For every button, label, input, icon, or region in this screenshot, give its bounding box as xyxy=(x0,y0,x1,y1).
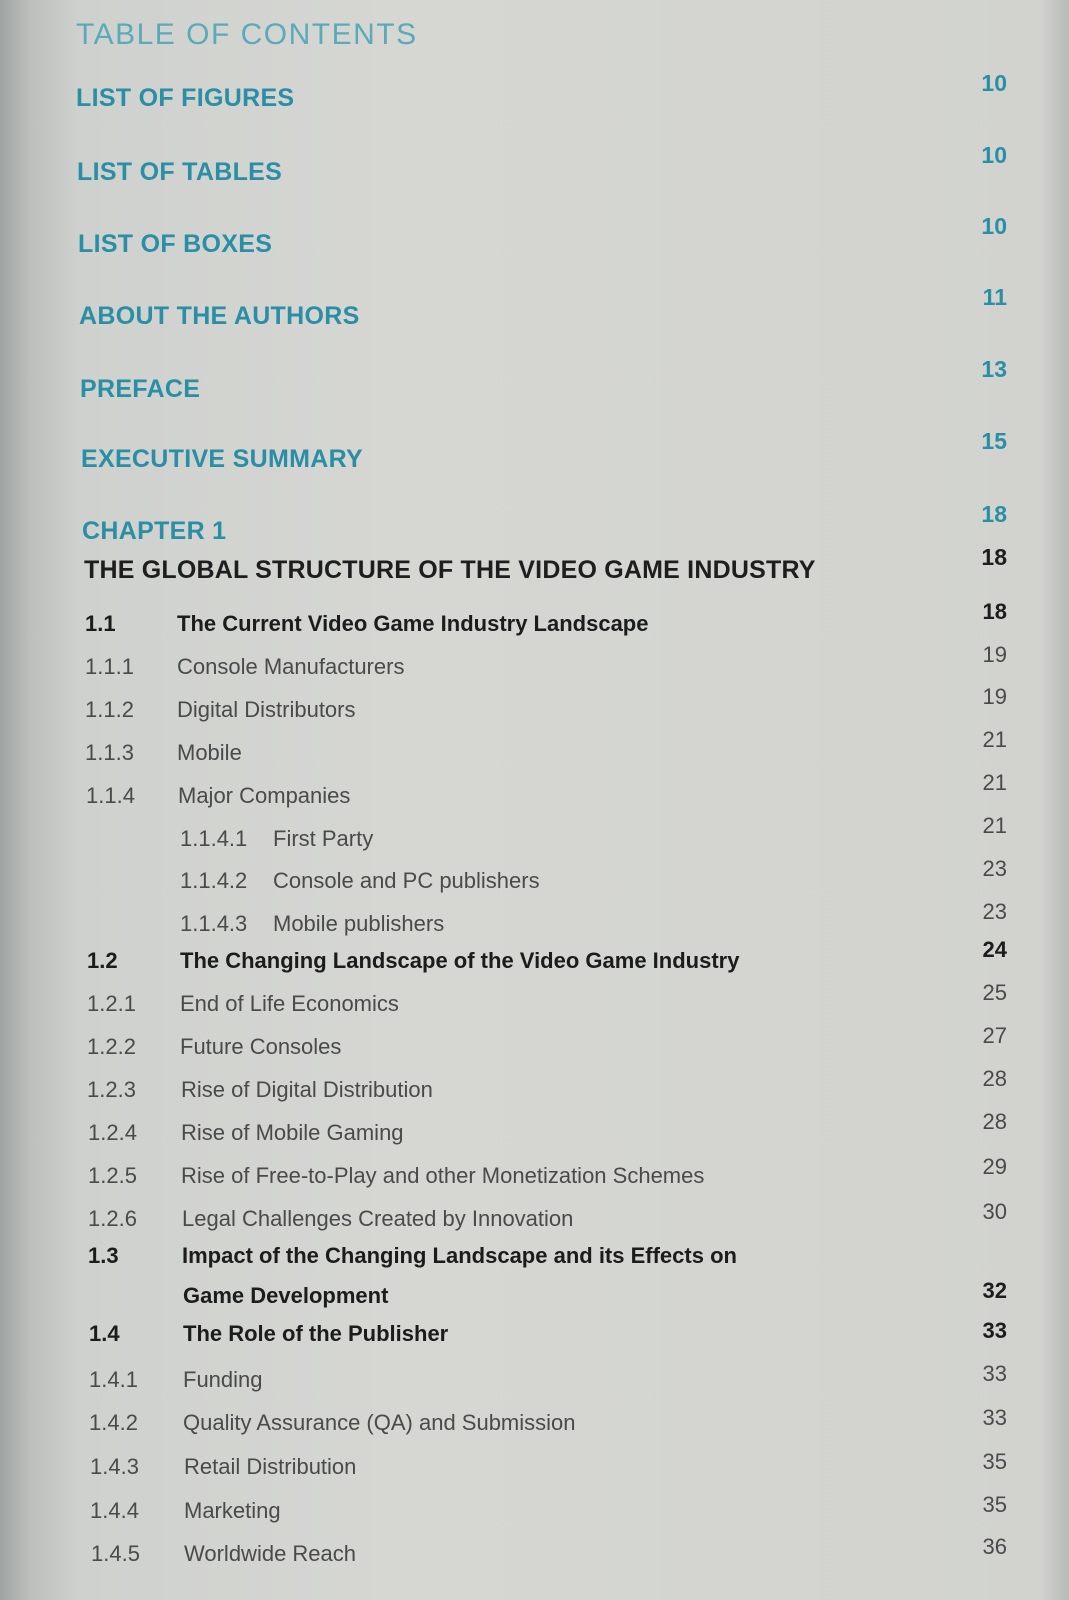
entry-page: 29 xyxy=(982,1154,1007,1179)
entry-title: End of Life Economics xyxy=(180,991,399,1016)
entry-page: 19 xyxy=(982,684,1007,709)
entry-page: 21 xyxy=(982,770,1007,795)
entry-title: Rise of Free-to-Play and other Monetization Schemes xyxy=(181,1163,705,1188)
entry-title: Worldwide Reach xyxy=(184,1541,357,1566)
front-item-title: LIST OF BOXES xyxy=(78,230,273,258)
front-item-page: 11 xyxy=(982,284,1007,310)
entry-title: Console Manufacturers xyxy=(177,654,405,679)
entry-number: 1.1.1 xyxy=(85,654,134,679)
entry-page: 21 xyxy=(982,727,1007,752)
entry-page: 21 xyxy=(982,813,1007,838)
entry-number: 1.2.3 xyxy=(87,1077,136,1102)
entry-number: 1.3 xyxy=(88,1243,119,1268)
front-item-page: 13 xyxy=(981,356,1007,382)
toc-heading: TABLE OF CONTENTS xyxy=(76,18,418,51)
entry-title: Digital Distributors xyxy=(177,697,356,722)
entry-number: 1.4.5 xyxy=(91,1541,140,1566)
entry-number: 1.4.3 xyxy=(90,1454,139,1479)
entry-page: 23 xyxy=(982,899,1007,924)
entry-page: 23 xyxy=(982,856,1007,881)
entry-title: Mobile xyxy=(177,740,242,765)
entry-title: First Party xyxy=(273,826,374,851)
entry-page: 30 xyxy=(982,1199,1007,1224)
chapter-label: CHAPTER 1 xyxy=(82,517,227,545)
entry-number: 1.2.4 xyxy=(88,1120,137,1145)
front-item-title: LIST OF TABLES xyxy=(77,158,283,186)
entry-title: Future Consoles xyxy=(180,1034,342,1059)
front-item-page: 15 xyxy=(981,428,1007,454)
entry-number: 1.2 xyxy=(87,948,118,973)
entry-title: Mobile publishers xyxy=(273,911,445,936)
entry-page: 27 xyxy=(982,1023,1007,1048)
entry-page: 18 xyxy=(982,599,1007,624)
front-item-title: EXECUTIVE SUMMARY xyxy=(81,445,363,473)
entry-number: 1.1 xyxy=(85,611,116,636)
entry-title: Legal Challenges Created by Innovation xyxy=(182,1206,574,1231)
entry-page: 33 xyxy=(982,1361,1007,1386)
front-item-title: LIST OF FIGURES xyxy=(76,84,295,112)
entry-title: The Current Video Game Industry Landscape xyxy=(177,611,649,636)
entry-number: 1.4.4 xyxy=(90,1498,139,1523)
entry-title: Impact of the Changing Landscape and its Effects on xyxy=(182,1243,737,1268)
entry-number: 1.2.2 xyxy=(87,1034,136,1059)
entry-title: Quality Assurance (QA) and Submission xyxy=(183,1410,576,1435)
entry-number: 1.4.2 xyxy=(89,1410,138,1435)
entry-title: Console and PC publishers xyxy=(273,868,540,893)
entry-page: 33 xyxy=(982,1405,1007,1430)
front-item-title: PREFACE xyxy=(80,375,201,403)
chapter-title: THE GLOBAL STRUCTURE OF THE VIDEO GAME INDUSTRY xyxy=(84,556,816,584)
entry-number: 1.1.4 xyxy=(86,783,135,808)
entry-title: The Changing Landscape of the Video Game Industry xyxy=(180,948,740,973)
entry-page: 36 xyxy=(982,1534,1007,1559)
entry-number: 1.4.1 xyxy=(89,1367,138,1392)
chapter-title-page: 18 xyxy=(981,544,1007,570)
entry-page: 19 xyxy=(982,642,1007,667)
entry-page: 35 xyxy=(982,1492,1007,1517)
entry-number: 1.1.4.3 xyxy=(180,911,248,936)
front-item-title: ABOUT THE AUTHORS xyxy=(79,302,360,330)
entry-title: Rise of Mobile Gaming xyxy=(181,1120,404,1145)
entry-title: Rise of Digital Distribution xyxy=(181,1077,433,1102)
entry-number: 1.2.5 xyxy=(88,1163,137,1188)
entry-page: 35 xyxy=(982,1449,1007,1474)
entry-number: 1.1.4.1 xyxy=(180,826,248,851)
entry-page: 28 xyxy=(982,1066,1007,1091)
entry-title: Marketing xyxy=(184,1498,281,1523)
front-item-page: 10 xyxy=(981,70,1007,96)
chapter-label-page: 18 xyxy=(981,501,1007,527)
front-item-page: 10 xyxy=(981,142,1007,168)
entry-title: Retail Distribution xyxy=(184,1454,357,1479)
entry-title: The Role of the Publisher xyxy=(183,1321,449,1346)
entry-number: 1.2.1 xyxy=(87,991,136,1016)
entry-page: 33 xyxy=(982,1318,1007,1343)
entry-number: 1.4 xyxy=(89,1321,120,1346)
entry-title: Funding xyxy=(183,1367,263,1392)
entry-title: Major Companies xyxy=(178,783,351,808)
entry-number: 1.1.2 xyxy=(85,697,134,722)
front-item-page: 10 xyxy=(981,213,1007,239)
entry-number: 1.2.6 xyxy=(88,1206,137,1231)
entry-page: 32 xyxy=(982,1278,1007,1303)
entry-number: 1.1.3 xyxy=(85,740,134,765)
entry-title: Game Development xyxy=(183,1283,389,1308)
entry-page: 28 xyxy=(982,1109,1007,1134)
entry-page: 24 xyxy=(982,937,1007,962)
entry-number: 1.1.4.2 xyxy=(180,868,248,893)
entry-page: 25 xyxy=(982,980,1007,1005)
